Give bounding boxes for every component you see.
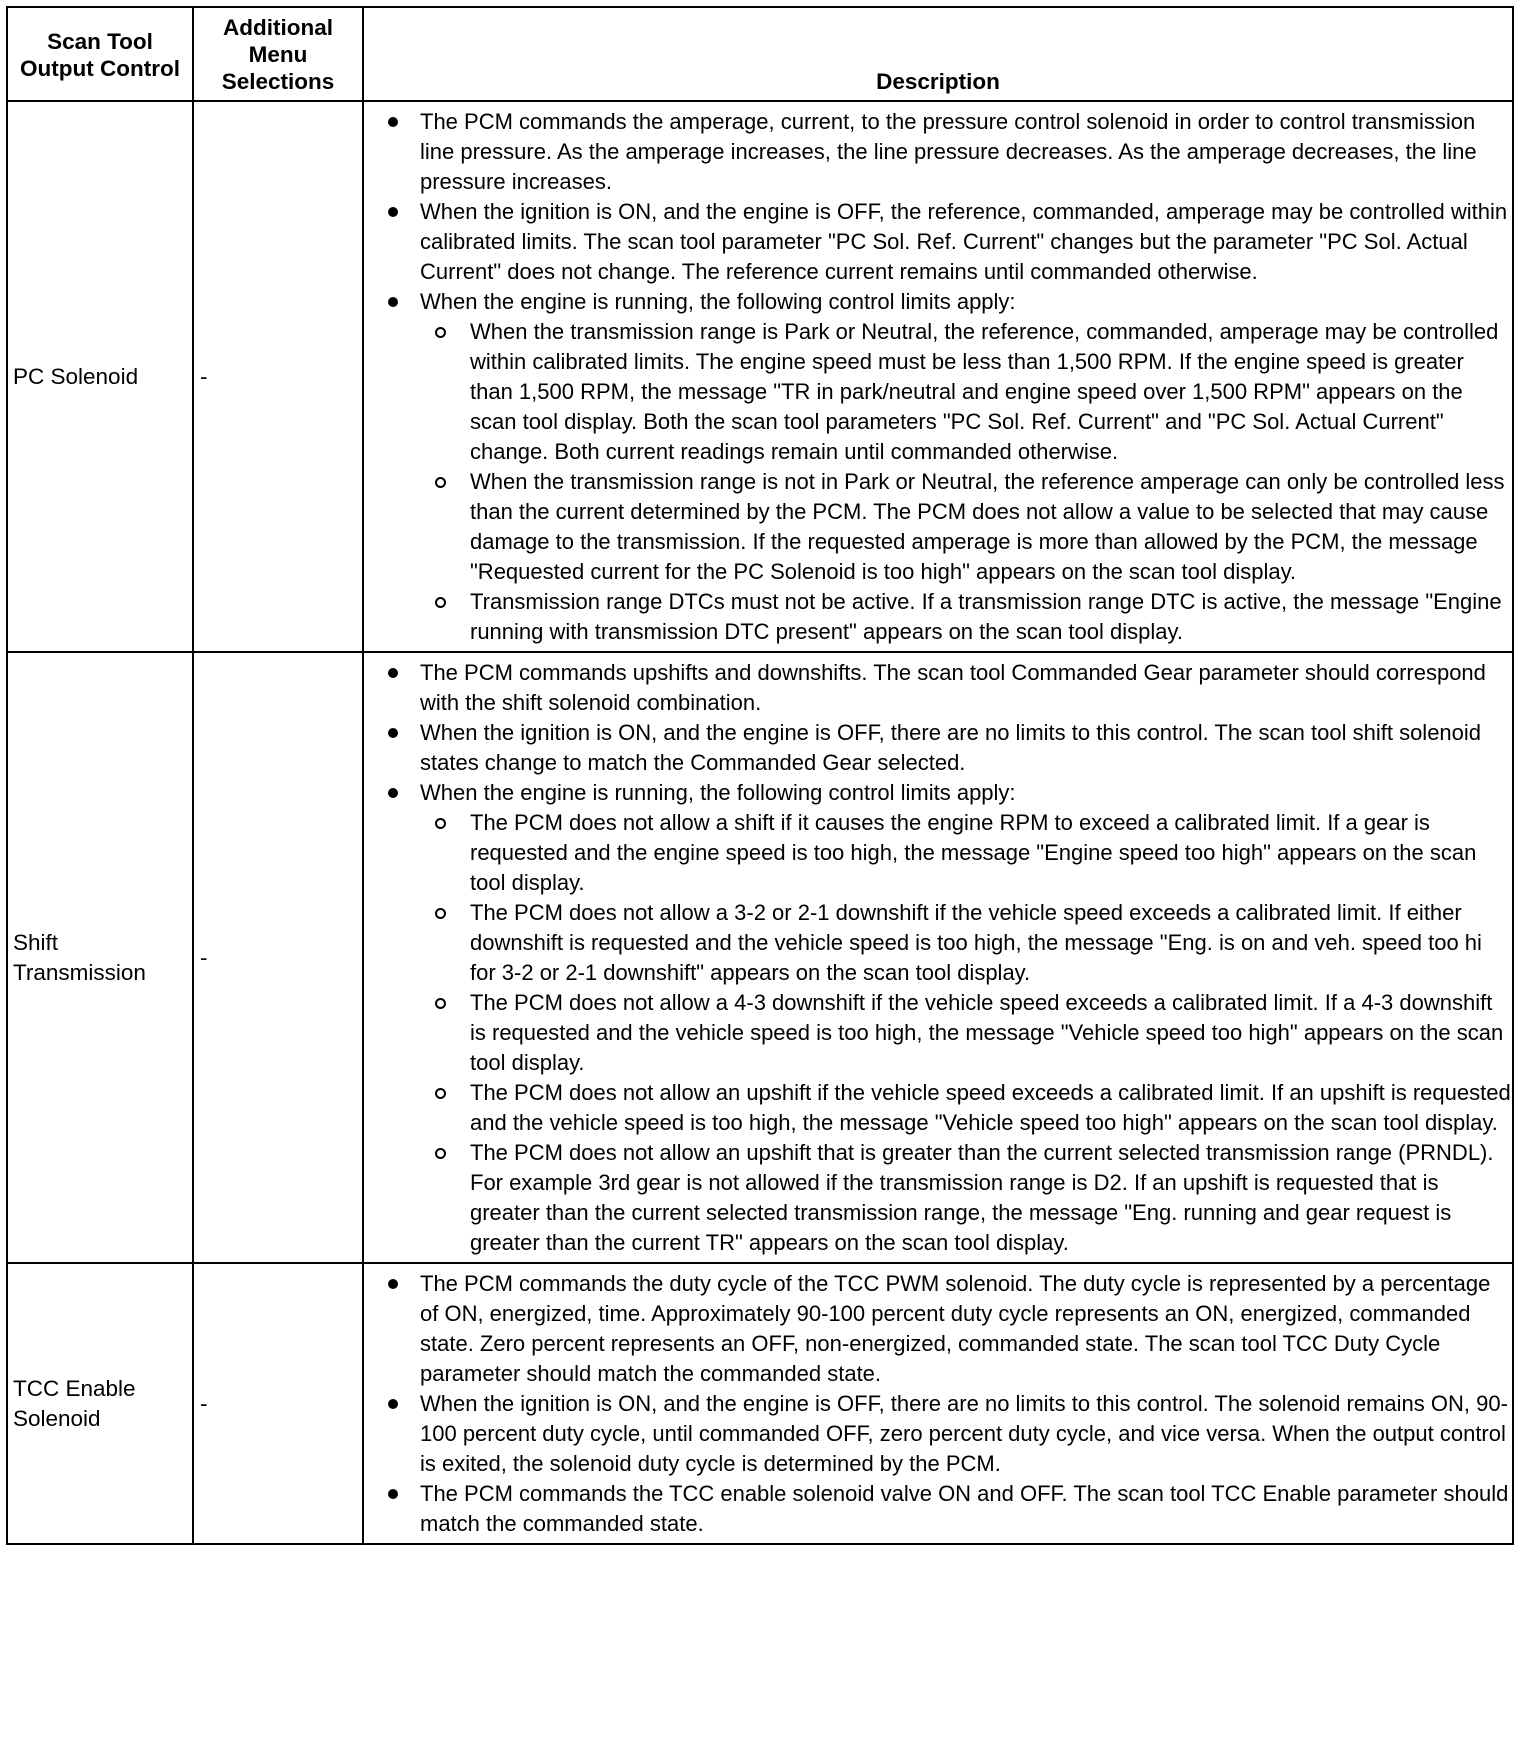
bullet-item: When the ignition is ON, and the engine is OFF, there are no limits to this control. The solenoid remains ON, 90-100 percent duty cycle, until commanded OFF, zero percent duty cycle, and vice versa. When the output control is exited, the solenoid duty cycle is determined by the PCM. — [364, 1389, 1512, 1479]
description-cell — [363, 652, 1513, 1263]
header-col1-label: Scan Tool Output Control — [20, 28, 180, 81]
sub-bullet-item: The PCM does not allow a 4-3 downshift if the vehicle speed exceeds a calibrated limit. If a 4-3 downshift is requested and the vehicle speed is too high, the message "Vehicle speed too high" appears on the scan tool display. — [420, 988, 1512, 1078]
header-col2-label: Additional Menu Selections — [221, 15, 335, 94]
sub-bullet-item: The PCM does not allow a 3-2 or 2-1 downshift if the vehicle speed exceeds a calibrated limit. If either downshift is requested and the vehicle speed is too high, the message "Eng. is on and veh. speed too hi for 3-2 or 2-1 downshift" appears on the scan tool display. — [420, 898, 1512, 988]
bullet-item: When the ignition is ON, and the engine is OFF, there are no limits to this control. The scan tool shift solenoid states change to match the Commanded Gear selected. — [364, 718, 1512, 778]
menu-cell: - — [193, 1263, 363, 1544]
sub-bullet-item: Transmission range DTCs must not be active. If a transmission range DTC is active, the message "Engine running with transmission DTC present" appears on the scan tool display. — [420, 587, 1512, 647]
bullet-item: The PCM commands the TCC enable solenoid valve ON and OFF. The scan tool TCC Enable parameter should match the commanded state. — [364, 1479, 1512, 1539]
sub-bullet-item: The PCM does not allow an upshift if the vehicle speed exceeds a calibrated limit. If an upshift is requested and the vehicle speed is too high, the message "Vehicle speed too high" appears on the scan tool display. — [420, 1078, 1512, 1138]
table-header-row — [7, 7, 1513, 101]
table-row — [7, 1263, 1513, 1544]
header-description — [363, 7, 1513, 101]
menu-cell: - — [193, 652, 363, 1263]
header-scan-tool-output-control — [7, 7, 193, 101]
bullet-item: When the engine is running, the following control limits apply: — [364, 778, 1512, 808]
description-cell — [363, 101, 1513, 652]
sub-bullet-item: When the transmission range is not in Park or Neutral, the reference amperage can only be controlled less than the current determined by the PCM. The PCM does not allow a value to be selected that may cause damage to the transmission. If the requested amperage is more than allowed by the PCM, the message "Requested current for the PC Solenoid is too high" appears on the scan tool display. — [420, 467, 1512, 587]
header-additional-menu-selections — [193, 7, 363, 101]
bullet-item: When the ignition is ON, and the engine is OFF, the reference, commanded, amperage may be controlled within calibrated limits. The scan tool parameter "PC Sol. Ref. Current" changes but the parameter "PC Sol. Actual Current" does not change. The reference current remains until commanded otherwise. — [364, 197, 1512, 287]
table-row — [7, 652, 1513, 1263]
bullet-list — [364, 107, 1512, 317]
menu-cell: - — [193, 101, 363, 652]
sub-bullet-item: The PCM does not allow an upshift that is greater than the current selected transmission range (PRNDL). For example 3rd gear is not allowed if the transmission range is D2. If an upshift is requested that is greater than the current selected transmission range, the message "Eng. running and gear request is greater than the current TR" appears on the scan tool display. — [420, 1138, 1512, 1258]
bullet-item: The PCM commands upshifts and downshifts. The scan tool Commanded Gear parameter should correspond with the shift solenoid combination. — [364, 658, 1512, 718]
description-cell — [363, 1263, 1513, 1544]
sub-bullet-item: When the transmission range is Park or Neutral, the reference, commanded, amperage may be controlled within calibrated limits. The engine speed must be less than 1,500 RPM. If the engine speed is greater than 1,500 RPM, the message "TR in park/neutral and engine speed over 1,500 RPM" appears on the scan tool display. Both the scan tool parameters "PC Sol. Ref. Current" and "PC Sol. Actual Current" change. Both current readings remain until commanded otherwise. — [420, 317, 1512, 467]
scan-tool-output-control-table — [6, 6, 1514, 1545]
bullet-item: When the engine is running, the following control limits apply: — [364, 287, 1512, 317]
sub-bullet-item: The PCM does not allow a shift if it causes the engine RPM to exceed a calibrated limit. If a gear is requested and the engine speed is too high, the message "Engine speed too high" appears on the scan tool display. — [420, 808, 1512, 898]
bullet-list — [364, 658, 1512, 808]
bullet-item: The PCM commands the duty cycle of the TCC PWM solenoid. The duty cycle is represented by a percentage of ON, energized, time. Approximately 90-100 percent duty cycle represents an ON, energized, commanded state. Zero percent represents an OFF, non-energized, commanded state. The scan tool TCC Duty Cycle parameter should match the commanded state. — [364, 1269, 1512, 1389]
sub-bullet-list — [420, 808, 1512, 1258]
control-cell: PC Solenoid — [7, 101, 193, 652]
control-cell: Shift Transmission — [7, 652, 193, 1263]
bullet-item: The PCM commands the amperage, current, to the pressure control solenoid in order to control transmission line pressure. As the amperage increases, the line pressure decreases. As the amperage decreases, the line pressure increases. — [364, 107, 1512, 197]
table-row — [7, 101, 1513, 652]
sub-bullet-list — [420, 317, 1512, 647]
control-cell: TCC Enable Solenoid — [7, 1263, 193, 1544]
header-col3-label: Description — [876, 69, 1000, 94]
bullet-list — [364, 1269, 1512, 1539]
